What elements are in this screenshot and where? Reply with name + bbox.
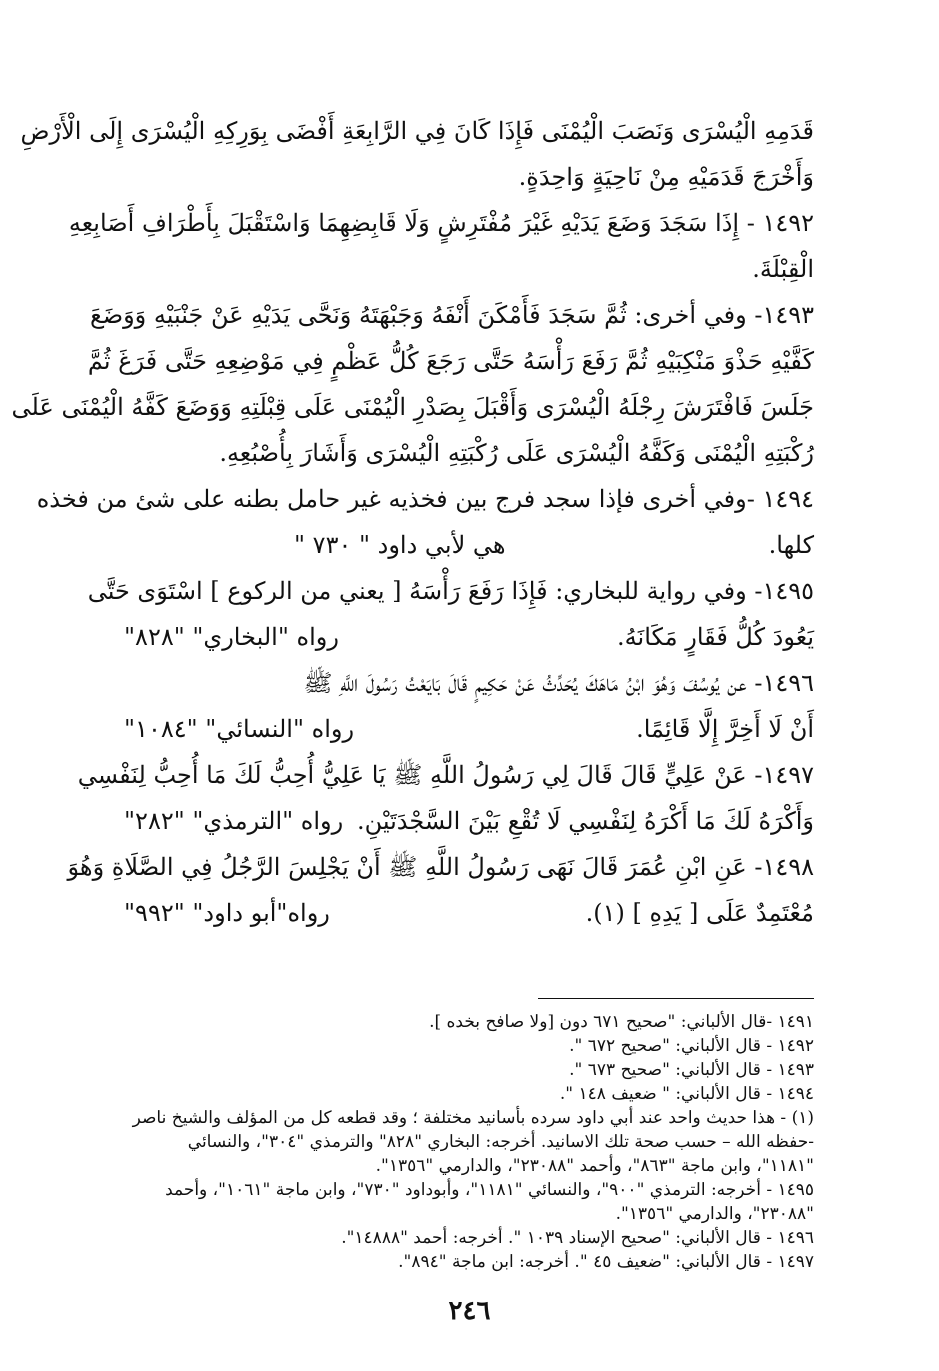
- footnote-line: ١٤٩٢ - قال الألباني: "صحيح ٦٧٢ ".: [569, 1036, 814, 1056]
- footnote-line: (١) - هذا حديث واحد عند أبي داود سرده بأسانيد مختلفة ؛ وقد قطعه كل من المؤلف والشيخ ناصر: [132, 1108, 814, 1128]
- text-line: قَدَمِهِ الْيُسْرَى وَنَصَبَ الْيُمْنَى فَإِذَا كَانَ فِي الرَّابِعَةِ أَفْضَى بِوَرِكِهِ الْيُسْرَى إِلَى الْأَرْضِ: [20, 117, 814, 145]
- footnote-line: ١٤٩٥ - أخرجه: الترمذي "٩٠٠"، والنسائي "١١٨١"، وأبوداود "٧٣٠"، وابن ماجة "١٠٦١"، وأحمد: [165, 1180, 814, 1200]
- source-citation: رواه "البخاري" "٨٢٨": [124, 623, 339, 651]
- text-line: ١٤٩٤ -وفي أخرى فإذا سجد فرج بين فخذيه غير حامل بطنه على شئ من فخذه: [36, 485, 814, 513]
- text-line: مُعْتَمِدٌ عَلَى [ يَدِهِ ] (١).: [585, 899, 814, 927]
- hadith-1498: [67, 844, 814, 936]
- source-citation: هي لأبي داود " ٧٣٠ ": [294, 531, 506, 559]
- text-line: ١٤٩٧- عَنْ عَلِيٍّ قَالَ قَالَ لِي رَسُولُ اللَّهِ ﷺ يَا عَلِيُّ أُحِبُّ لَكَ مَا أُحِبُّ لِنَفْسِي: [77, 761, 814, 789]
- text-line: ١٤٩٨- عَنِ ابْنِ عُمَرَ قَالَ نَهَى رَسُولُ اللَّهِ ﷺ أَنْ يَجْلِسَ الرَّجُلُ فِي الصَّلَاةِ وَهُوَ: [67, 853, 814, 881]
- footnote-line: ١٤٩٧ - قال الألباني: "ضعيف ٤٥ ". أخرجه: ابن ماجة "٨٩٤".: [398, 1252, 814, 1272]
- page-number: ٢٤٦: [448, 1296, 491, 1326]
- text-line: أَنْ لَا أَخِرَّ إِلَّا قَائِمًا.: [636, 715, 814, 743]
- text-line: كَفَّيْهِ حَذْوَ مَنْكِبَيْهِ ثُمَّ رَفَعَ رَأْسَهُ حَتَّى رَجَعَ كُلُّ عَظْمٍ فِي مَوْضِعِهِ حَتَّى فَرَغَ ثُمَّ: [87, 347, 814, 375]
- text-line: جَلَسَ فَافْتَرَشَ رِجْلَهُ الْيُسْرَى وَأَقْبَلَ بِصَدْرِ الْيُمْنَى عَلَى قِبْلَتِهِ وَوَضَعَ كَفَّهُ الْيُمْنَى عَلَى: [11, 393, 814, 421]
- source-citation: رواه"أبو داود" "٩٩٢": [124, 899, 330, 927]
- text-line-with-source: [124, 522, 814, 568]
- hadith-1497: [77, 752, 814, 844]
- footnote-line: ١٤٩١ -قال الألباني: "صحيح ٦٧١ دون [ولا صافح بخده ].: [429, 1012, 814, 1032]
- text-line-with-source: [124, 706, 814, 752]
- footnote-line: -حفظه الله – حسب صحة تلك الاسانيد. أخرجه: البخاري "٨٢٨" والترمذي "٣٠٤"، والنسائي: [187, 1132, 814, 1152]
- text-line: يَعُودَ كُلُّ فَقَارٍ مَكَانَهُ.: [617, 623, 814, 651]
- source-citation: رواه "النسائي" "١٠٨٤": [124, 715, 355, 743]
- hadith-1492: [68, 200, 814, 292]
- footnote-line: "١١٨١"، وابن ماجة "٨٦٣"، وأحمد "٢٣٠٨٨"، والدارمي "١٣٥٦".: [375, 1156, 814, 1176]
- text-line: رُكْبَتِهِ الْيُمْنَى وَكَفَّهُ الْيُسْرَى عَلَى رُكْبَتِهِ الْيُسْرَى وَأَشَارَ بِأُصْبُعِهِ.: [219, 439, 814, 467]
- footnote-divider: [538, 998, 814, 999]
- hadith-1493: [11, 292, 814, 476]
- hadith-1494: [36, 476, 814, 568]
- footnote-line: ١٤٩٦ - قال الألباني: "صحيح الإسناد ١٠٣٩ ". أخرجه: أحمد "١٤٨٨٨".: [341, 1228, 814, 1248]
- hadith-body: [11, 108, 814, 936]
- text-line: ١٤٩٣- وفي أخرى: ثُمَّ سَجَدَ فَأَمْكَنَ أَنْفَهُ وَجَبْهَتَهُ وَنَحَّى يَدَيْهِ عَنْ جَنْبَيْهِ وَوَضَعَ: [89, 301, 814, 329]
- text-line: ١٤٩٢ - إِذَا سَجَدَ وَضَعَ يَدَيْهِ غَيْرَ مُفْتَرِشٍ وَلَا قَابِضِهِمَا وَاسْتَقْبَلَ بِأَطْرَافِ أَصَابِعِهِ: [68, 209, 814, 237]
- hadith-1491-continuation: [20, 108, 814, 200]
- footnotes: [124, 1010, 814, 1274]
- source-citation: رواه "الترمذي" "٢٨٢": [124, 807, 344, 835]
- footnote-line: ١٤٩٤ - قال الألباني: " ضعيف ١٤٨ ".: [559, 1084, 814, 1104]
- text-line-with-source: [124, 798, 814, 844]
- text-line: وَأَخْرَجَ قَدَمَيْهِ مِنْ نَاحِيَةٍ وَاحِدَةٍ.: [518, 163, 814, 191]
- text-line-with-source: [124, 614, 814, 660]
- text-line: ١٤٩٥- وفي رواية للبخاري: فَإِذَا رَفَعَ رَأْسَهُ [ يعني من الركوع ] اسْتَوَى حَتَّى: [87, 577, 814, 605]
- hadith-1496: [124, 660, 814, 752]
- footnote-line: ١٤٩٣ - قال الألباني: "صحيح ٦٧٣ ".: [569, 1060, 814, 1080]
- text-line: ١٤٩٦- عن يُوسُفَ وَهُوَ ابْنُ مَاهَكَ يُحَدِّثُ عَنْ حَكِيمٍ قَالَ بَايَعْتُ رَسُولَ اللَّهِ ﷺ: [303, 669, 814, 697]
- hadith-1495: [87, 568, 814, 660]
- footnote-line: "٢٣٠٨٨"، والدارمي "١٣٥٦".: [615, 1204, 814, 1224]
- text-line: وَأَكْرَهُ لَكَ مَا أَكْرَهُ لِنَفْسِي لَا تُقْعِ بَيْنَ السَّجْدَتَيْنِ.: [356, 807, 814, 835]
- text-line-with-source: [124, 890, 814, 936]
- text-line: كلها.: [768, 531, 814, 559]
- text-line: الْقِبْلَةَ.: [752, 255, 814, 283]
